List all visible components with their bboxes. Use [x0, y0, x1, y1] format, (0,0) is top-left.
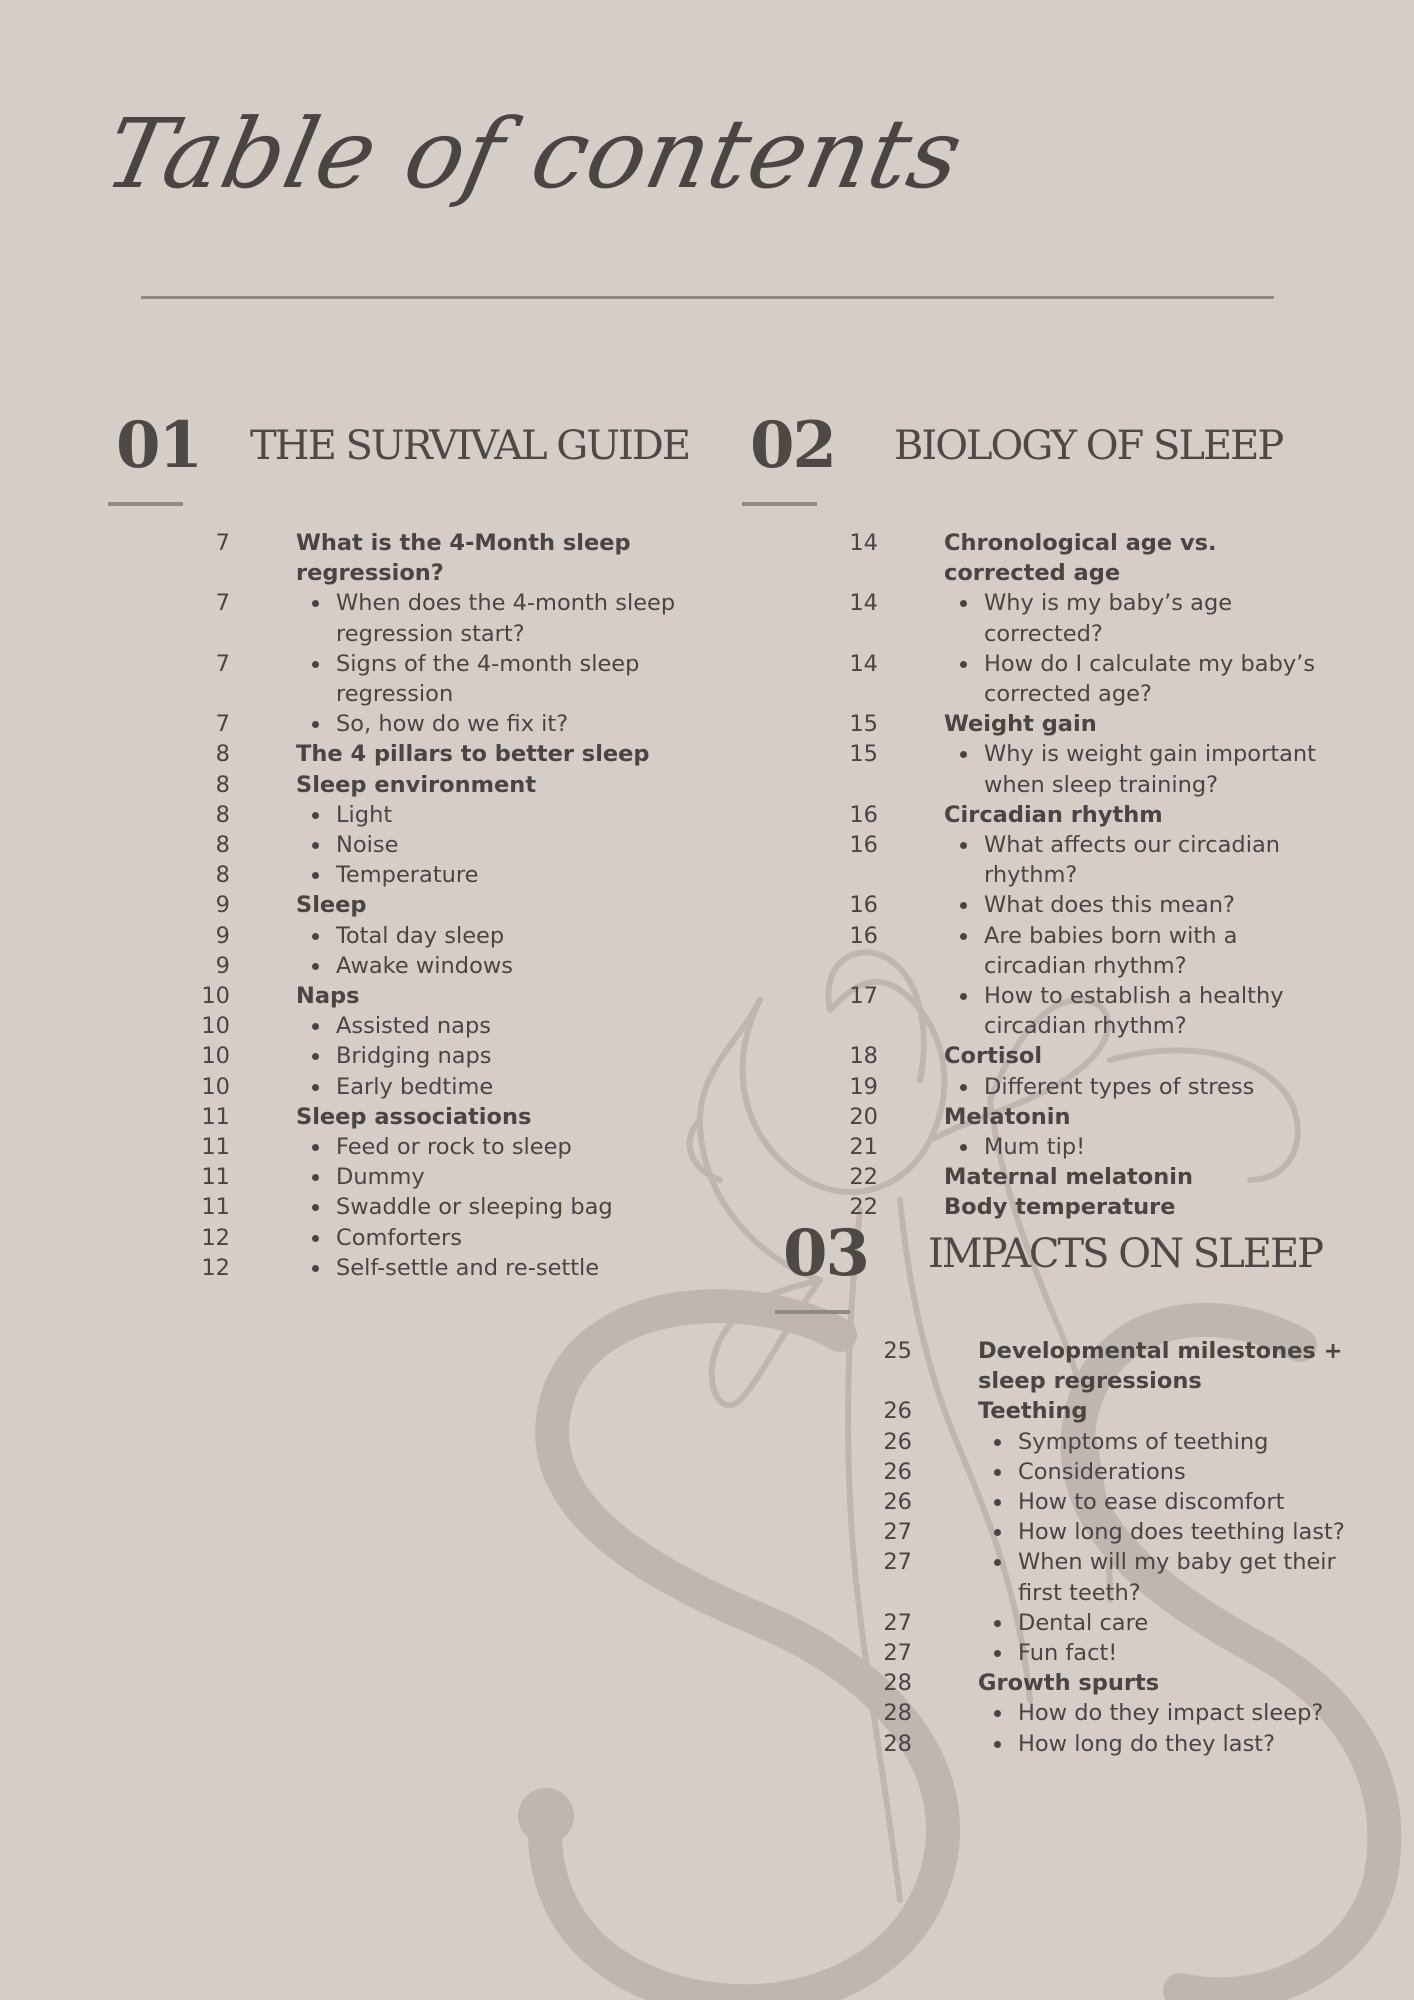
toc-subentry: [838, 1487, 1368, 1517]
entry-text: Weight gain: [944, 711, 1097, 738]
toc-subentry: [804, 739, 1324, 799]
page-number: 11: [201, 1164, 230, 1191]
toc-subentry: [838, 1457, 1368, 1487]
entry-text: When does the 4-month sleep regression start?: [336, 588, 676, 648]
page-number: 11: [201, 1134, 230, 1161]
entry-text: Different types of stress: [984, 1072, 1324, 1102]
entry-text: Bridging naps: [336, 1041, 676, 1071]
toc-subentry: [156, 649, 676, 709]
page-number: 26: [883, 1489, 912, 1516]
section-entries: [804, 528, 1324, 1223]
page-number: 16: [849, 922, 878, 949]
toc-subentry: [156, 860, 676, 890]
toc-subentry: [838, 1698, 1368, 1728]
toc-heading-entry: [156, 528, 676, 588]
toc-heading-entry: [804, 1162, 1324, 1192]
toc-subentry: [156, 921, 676, 951]
entry-text: Why is weight gain important when sleep training?: [984, 739, 1324, 799]
page-number: 7: [215, 530, 230, 556]
section-number: 02: [750, 408, 836, 483]
page-number: 25: [883, 1338, 912, 1364]
page-number: 8: [215, 741, 230, 768]
page-number: 15: [849, 711, 878, 738]
toc-subentry: [804, 830, 1324, 890]
entry-text: Teething: [978, 1398, 1088, 1425]
entry-text: How to ease discomfort: [1018, 1487, 1368, 1517]
entry-text: When will my baby get their first teeth?: [1018, 1547, 1368, 1607]
page-number: 14: [849, 650, 878, 677]
entry-text: Early bedtime: [336, 1072, 676, 1102]
toc-heading-entry: [156, 890, 676, 920]
page-title: Table of contents: [96, 98, 973, 210]
toc-heading-entry: [804, 800, 1324, 830]
entry-text: Sleep environment: [296, 771, 537, 798]
entry-text: Light: [336, 800, 676, 830]
toc-heading-entry: [804, 1102, 1324, 1132]
entry-text: Assisted naps: [336, 1011, 676, 1041]
toc-subentry: [156, 1253, 676, 1283]
toc-heading-entry: [156, 739, 676, 769]
section-title: THE SURVIVAL GUIDE: [250, 423, 690, 469]
toc-subentry: [156, 1011, 676, 1041]
entry-text: Mum tip!: [984, 1132, 1324, 1162]
toc-heading-entry: [838, 1668, 1368, 1698]
entry-text: How do I calculate my baby’s corrected age?: [984, 649, 1324, 709]
entry-text: Cortisol: [944, 1043, 1043, 1070]
page-number: 26: [883, 1398, 912, 1425]
page-number: 27: [883, 1549, 912, 1576]
toc-subentry: [804, 890, 1324, 920]
page-number: 27: [883, 1640, 912, 1667]
page-number: 17: [849, 983, 878, 1010]
page-number: 10: [201, 1013, 230, 1040]
entry-text: Swaddle or sleeping bag: [336, 1192, 676, 1222]
page-number: 10: [201, 983, 230, 1010]
page-number: 14: [849, 530, 878, 556]
toc-subentry: [156, 830, 676, 860]
entry-text: What does this mean?: [984, 890, 1324, 920]
page-number: 16: [849, 832, 878, 859]
toc-subentry: [156, 1041, 676, 1071]
toc-heading-entry: [838, 1336, 1368, 1396]
toc-subentry: [156, 588, 676, 648]
entry-text: Chronological age vs. corrected age: [944, 530, 1217, 587]
entry-text: Circadian rhythm: [944, 801, 1163, 828]
page-number: 28: [883, 1670, 912, 1697]
page-number: 26: [883, 1428, 912, 1455]
toc-heading-entry: [156, 770, 676, 800]
toc-heading-entry: [804, 1041, 1324, 1071]
toc-subentry: [804, 1132, 1324, 1162]
section-entries: [838, 1336, 1368, 1759]
toc-subentry: [838, 1547, 1368, 1607]
toc-subentry: [838, 1517, 1368, 1547]
page-number: 14: [849, 590, 878, 617]
section-divider: [742, 502, 817, 506]
entry-text: Maternal melatonin: [944, 1164, 1193, 1191]
section-divider: [775, 1310, 850, 1314]
entry-text: Feed or rock to sleep: [336, 1132, 676, 1162]
page-number: 9: [215, 892, 230, 919]
toc-heading-entry: [156, 1102, 676, 1132]
toc-subentry: [838, 1608, 1368, 1638]
toc-subentry: [156, 951, 676, 981]
toc-subentry: [838, 1638, 1368, 1668]
toc-subentry: [804, 1072, 1324, 1102]
toc-subentry: [156, 1072, 676, 1102]
entry-text: Body temperature: [944, 1194, 1176, 1221]
entry-text: The 4 pillars to better sleep: [296, 741, 650, 768]
toc-subentry: [838, 1729, 1368, 1759]
entry-text: Comforters: [336, 1223, 676, 1253]
page-number: 11: [201, 1194, 230, 1221]
entry-text: So, how do we fix it?: [336, 709, 676, 739]
toc-subentry: [156, 1223, 676, 1253]
entry-text: Sleep: [296, 892, 367, 919]
toc-subentry: [156, 1162, 676, 1192]
page-number: 22: [849, 1194, 878, 1221]
section-divider: [108, 502, 183, 506]
section-number: 03: [783, 1216, 869, 1291]
section-title: BIOLOGY OF SLEEP: [894, 423, 1283, 469]
title-divider: [141, 296, 1274, 299]
toc-heading-entry: [804, 709, 1324, 739]
page-number: 15: [849, 741, 878, 768]
page-number: 19: [849, 1073, 878, 1100]
toc-subentry: [804, 981, 1324, 1041]
toc-subentry: [156, 1132, 676, 1162]
entry-text: Why is my baby’s age corrected?: [984, 588, 1324, 648]
entry-text: Symptoms of teething: [1018, 1427, 1368, 1457]
page-number: 9: [215, 922, 230, 949]
page-number: 7: [215, 650, 230, 677]
page-number: 18: [849, 1043, 878, 1070]
toc-subentry: [804, 649, 1324, 709]
page-number: 10: [201, 1073, 230, 1100]
toc-heading-entry: [804, 528, 1324, 588]
entry-text: Are babies born with a circadian rhythm?: [984, 921, 1324, 981]
toc-subentry: [156, 709, 676, 739]
page-number: 9: [215, 952, 230, 979]
entry-text: Considerations: [1018, 1457, 1368, 1487]
entry-text: What is the 4-Month sleep regression?: [296, 530, 631, 587]
page-number: 21: [849, 1134, 878, 1161]
entry-text: Noise: [336, 830, 676, 860]
entry-text: Total day sleep: [336, 921, 676, 951]
entry-text: How to establish a healthy circadian rhythm?: [984, 981, 1324, 1041]
page-number: 22: [849, 1164, 878, 1191]
page-number: 26: [883, 1458, 912, 1485]
page-number: 12: [201, 1254, 230, 1281]
page-number: 7: [215, 590, 230, 617]
entry-text: Temperature: [336, 860, 676, 890]
entry-text: Signs of the 4-month sleep regression: [336, 649, 676, 709]
page-number: 10: [201, 1043, 230, 1070]
entry-text: Sleep associations: [296, 1103, 532, 1130]
section-number: 01: [116, 408, 202, 483]
entry-text: Self-settle and re-settle: [336, 1253, 676, 1283]
entry-text: Developmental milestones + sleep regressions: [978, 1338, 1343, 1395]
page-number: 8: [215, 832, 230, 859]
entry-text: Dummy: [336, 1162, 676, 1192]
page-number: 7: [215, 711, 230, 738]
toc-heading-entry: [156, 981, 676, 1011]
toc-subentry: [804, 588, 1324, 648]
page-number: 16: [849, 801, 878, 828]
toc-subentry: [804, 921, 1324, 981]
page-number: 27: [883, 1609, 912, 1636]
page-number: 28: [883, 1700, 912, 1727]
page-number: 11: [201, 1103, 230, 1130]
page-number: 28: [883, 1730, 912, 1757]
page-number: 8: [215, 801, 230, 828]
entry-text: Dental care: [1018, 1608, 1368, 1638]
section-entries: [156, 528, 676, 1283]
page-number: 16: [849, 892, 878, 919]
toc-heading-entry: [838, 1396, 1368, 1426]
toc-heading-entry: [804, 1192, 1324, 1222]
toc-subentry: [838, 1427, 1368, 1457]
entry-text: Naps: [296, 983, 360, 1010]
section-title: IMPACTS ON SLEEP: [928, 1231, 1323, 1277]
entry-text: How do they impact sleep?: [1018, 1698, 1368, 1728]
entry-text: Growth spurts: [978, 1670, 1160, 1697]
toc-subentry: [156, 800, 676, 830]
page-number: 8: [215, 771, 230, 798]
entry-text: Awake windows: [336, 951, 676, 981]
entry-text: Fun fact!: [1018, 1638, 1368, 1668]
page-number: 12: [201, 1224, 230, 1251]
toc-subentry: [156, 1192, 676, 1222]
page-number: 20: [849, 1103, 878, 1130]
entry-text: How long do they last?: [1018, 1729, 1368, 1759]
page-number: 8: [215, 862, 230, 889]
entry-text: Melatonin: [944, 1103, 1071, 1130]
page-number: 27: [883, 1519, 912, 1546]
entry-text: What affects our circadian rhythm?: [984, 830, 1324, 890]
entry-text: How long does teething last?: [1018, 1517, 1368, 1547]
